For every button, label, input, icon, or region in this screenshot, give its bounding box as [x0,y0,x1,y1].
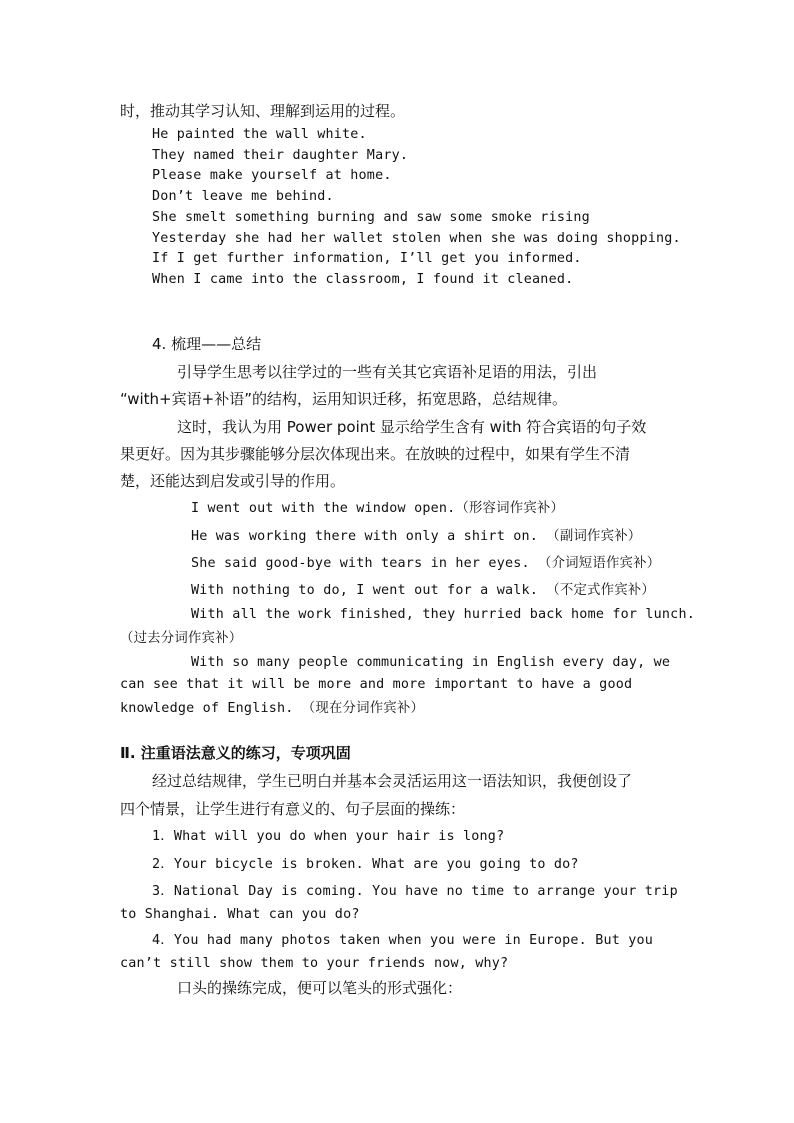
section4-paragraph-line: 果更好。因为其步骤能够分层次体现出来。在放映的过程中，如果有学生不清 [120,445,631,463]
example-sentence: Don’t leave me behind. [152,189,334,204]
closing-text: 口头的操练完成，便可以笔头的形式强化： [177,979,463,997]
example-sentence: They named their daughter Mary. [152,148,409,163]
with-example: With all the work finished, they hurried back home for lunch. [191,607,695,622]
section4-paragraph-line: 这时，我认为用 Power point 显示给学生含有 with 符合宾语的句子效 [177,418,647,436]
practice-question: can’t still show them to your friends now, why? [120,956,509,971]
section2-paragraph-line: 四个情景，让学生进行有意义的、句子层面的操练： [120,800,466,818]
section2-heading: Ⅱ. 注重语法意义的练习，专项巩固 [120,744,351,762]
with-example: knowledge of English. （现在分词作宾补） [120,701,425,716]
with-example: She said good-bye with tears in her eyes. （介词短语作宾补） [191,556,661,571]
with-example: With nothing to do, I went out for a walk. （不定式作宾补） [191,583,655,598]
section4-heading: 4. 梳理——总结 [152,335,262,353]
practice-question: to Shanghai. What can you do? [120,907,360,922]
example-sentence: Yesterday she had her wallet stolen when she was doing shopping. [152,231,681,246]
with-example: can see that it will be more and more important to have a good [120,677,633,692]
intro-tail-text: 时，推动其学习认知、理解到运用的过程。 [120,102,406,120]
with-example: I went out with the window open.（形容词作宾补） [191,501,565,516]
section4-paragraph-line: “with+宾语+补语”的结构，运用知识迁移，拓宽思路，总结规律。 [120,390,567,408]
with-example: （过去分词作宾补） [120,631,243,646]
example-sentence: Please make yourself at home. [152,168,392,183]
section4-paragraph-line: 引导学生思考以往学过的一些有关其它宾语补足语的用法，引出 [177,363,598,381]
section2-paragraph-line: 经过总结规律，学生已明白并基本会灵活运用这一语法知识，我便创设了 [152,772,633,790]
example-sentence: When I came into the classroom, I found it cleaned. [152,272,574,287]
example-sentence: He painted the wall white. [152,127,367,142]
example-sentence: If I get further information, I’ll get you informed. [152,251,582,266]
practice-question: 1．What will you do when your hair is long? [152,829,505,844]
section4-paragraph-line: 楚，还能达到启发或引导的作用。 [120,472,346,490]
practice-question: 3．National Day is coming. You have no time to arrange your trip [152,884,678,899]
practice-question: 4．You had many photos taken when you were in Europe. But you [152,933,654,948]
with-example: He was working there with only a shirt on. （副词作宾补） [191,529,642,544]
with-example: With so many people communicating in English every day, we [191,655,671,670]
example-sentence: She smelt something burning and saw some smoke rising [152,210,590,225]
practice-question: 2．Your bicycle is broken. What are you going to do? [152,857,579,872]
